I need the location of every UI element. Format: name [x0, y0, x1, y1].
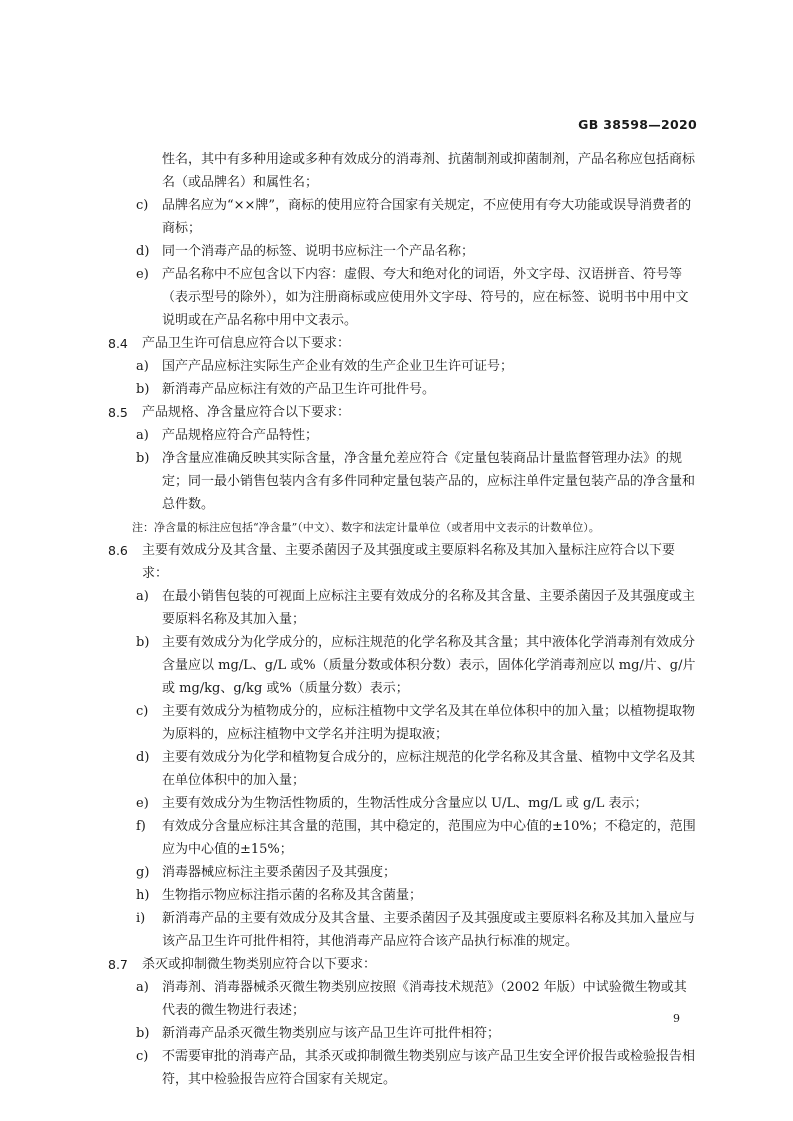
- list-item-text: 产品名称中不应包含以下内容：虚假、夸大和绝对化的词语，外文字母、汉语拼音、符号等（表示型号的除外），如为注册商标或应使用外文字母、符号的，应在标签、说明书中用中文说明或在产品名称中用中文表示。: [162, 267, 689, 328]
- list-item-label: i): [136, 911, 146, 926]
- list-item-text: 国产产品应标注实际生产企业有效的生产企业卫生许可证号；: [162, 359, 514, 374]
- list-item-label: b): [136, 382, 150, 397]
- paragraph-continuation: 性名，其中有多种用途或多种有效成分的消毒剂、抗菌制剂或抑菌制剂，产品名称应包括商标名（或品牌名）和属性名；: [162, 152, 696, 190]
- list-item-text: 主要有效成分为化学成分的，应标注规范的化学名称及其含量；其中液体化学消毒剂有效成分含量应以 mg/L、g/L 或%（质量分数或体积分数）表示，固体化学消毒剂应以 mg/片、g/片或 mg/kg、g/kg 或%（质量分数）表示；: [162, 635, 696, 696]
- list-item-text: 有效成分含量应标注其含量的范围，其中稳定的，范围应为中心值的±10%；不稳定的，范围应为中心值的±15%；: [162, 819, 696, 857]
- list-item-text: 主要有效成分为生物活性物质的，生物活性成分含量应以 U/L、mg/L 或 g/L 表示；: [162, 796, 648, 811]
- list-item-text: 在最小销售包装的可视面上应标注主要有效成分的名称及其含量、主要杀菌因子及其强度或主要原料名称及其加入量；: [162, 589, 696, 627]
- list-item-label: b): [136, 1026, 150, 1041]
- list-item-label: e): [136, 796, 149, 811]
- list-item-label: c): [136, 1049, 149, 1064]
- section-number: 8.7: [108, 957, 128, 972]
- note-text: 注：净含量的标注应包括“净含量”（中文）、数字和法定计量单位（或者用中文表示的计数单位）。: [132, 521, 600, 534]
- section-heading-8-6: [0, 539, 793, 585]
- list-item-label: d): [136, 750, 150, 765]
- list-item-text: 消毒器械应标注主要杀菌因子及其强度；: [162, 865, 397, 880]
- list-item-label: g): [136, 865, 150, 880]
- section-heading-8-7: [0, 953, 793, 976]
- list-item: [0, 263, 793, 332]
- section-title: 产品卫生许可信息应符合以下要求：: [142, 336, 351, 351]
- section-number: 8.5: [108, 405, 128, 420]
- list-item: [0, 746, 793, 792]
- list-item-label: e): [136, 267, 149, 282]
- list-item-label: b): [136, 451, 150, 466]
- list-item: [0, 1022, 793, 1045]
- list-item: [0, 700, 793, 746]
- list-item-label: h): [136, 888, 150, 903]
- list-item-label: b): [136, 635, 150, 650]
- list-item: [0, 447, 793, 516]
- section-title: 产品规格、净含量应符合以下要求：: [142, 405, 351, 420]
- list-item-label: c): [136, 704, 149, 719]
- list-item-text: 同一个消毒产品的标签、说明书应标注一个产品名称；: [162, 244, 475, 259]
- list-item: [0, 424, 793, 447]
- list-item-text: 不需要审批的消毒产品，其杀灭或抑制微生物类别应与该产品卫生安全评价报告或检验报告相符，其中检验报告应符合国家有关规定。: [162, 1049, 696, 1087]
- list-item: [0, 815, 793, 861]
- list-item-label: a): [136, 359, 149, 374]
- list-item-text: 消毒剂、消毒器械杀灭微生物类别应按照《消毒技术规范》（2002 年版）中试验微生物或其代表的微生物进行表述；: [162, 980, 687, 1018]
- list-item: [0, 1045, 793, 1091]
- page-body: [0, 148, 793, 1091]
- list-item-text: 主要有效成分为化学和植物复合成分的，应标注规范的化学名称及其含量、植物中文学名及其在单位体积中的加入量；: [162, 750, 696, 788]
- list-item-text: 生物指示物应标注指示菌的名称及其含菌量；: [162, 888, 423, 903]
- list-item: [0, 792, 793, 815]
- list-item-text: 新消毒产品应标注有效的产品卫生许可批件号。: [162, 382, 436, 397]
- list-item: [0, 585, 793, 631]
- list-item-label: a): [136, 980, 149, 995]
- list-item-text: 新消毒产品杀灭微生物类别应与该产品卫生许可批件相符；: [162, 1026, 501, 1041]
- list-item: [0, 631, 793, 700]
- list-item-label: f): [136, 819, 146, 834]
- section-heading-8-5: [0, 401, 793, 424]
- list-item: [0, 861, 793, 884]
- list-item-text: 新消毒产品的主要有效成分及其含量、主要杀菌因子及其强度或主要原料名称及其加入量应与该产品卫生许可批件相符，其他消毒产品应符合该产品执行标准的规定。: [162, 911, 696, 949]
- list-item-label: a): [136, 589, 149, 604]
- list-item: [0, 907, 793, 953]
- list-item-label: a): [136, 428, 149, 443]
- list-item-label: d): [136, 244, 150, 259]
- list-item: [0, 355, 793, 378]
- section-heading-8-4: [0, 332, 793, 355]
- list-item-text: 品牌名应为“××牌”，商标的使用应符合国家有关规定，不应使用有夸大功能或误导消费者的商标；: [162, 198, 692, 236]
- list-item: [0, 240, 793, 263]
- list-item: [0, 884, 793, 907]
- section-number: 8.6: [108, 543, 128, 558]
- section-title: 主要有效成分及其含量、主要杀菌因子及其强度或主要原料名称及其加入量标注应符合以下要求：: [142, 543, 676, 581]
- section-title: 杀灭或抑制微生物类别应符合以下要求：: [142, 957, 377, 972]
- list-item: [0, 378, 793, 401]
- list-item-text: 产品规格应符合产品特性；: [162, 428, 319, 443]
- section-number: 8.4: [108, 336, 128, 351]
- standard-number: GB 38598—2020: [578, 117, 697, 132]
- list-item-label: c): [136, 198, 149, 213]
- list-item: [0, 194, 793, 240]
- page-number: 9: [673, 1012, 680, 1025]
- list-item-text: 净含量应准确反映其实际含量，净含量允差应符合《定量包装商品计量监督管理办法》的规定；同一最小销售包装内含有多件同种定量包装产品的，应标注单件定量包装产品的净含量和总件数。: [162, 451, 696, 512]
- list-item-text: 主要有效成分为植物成分的，应标注植物中文学名及其在单位体积中的加入量；以植物提取物为原料的，应标注植物中文学名并注明为提取液；: [162, 704, 696, 742]
